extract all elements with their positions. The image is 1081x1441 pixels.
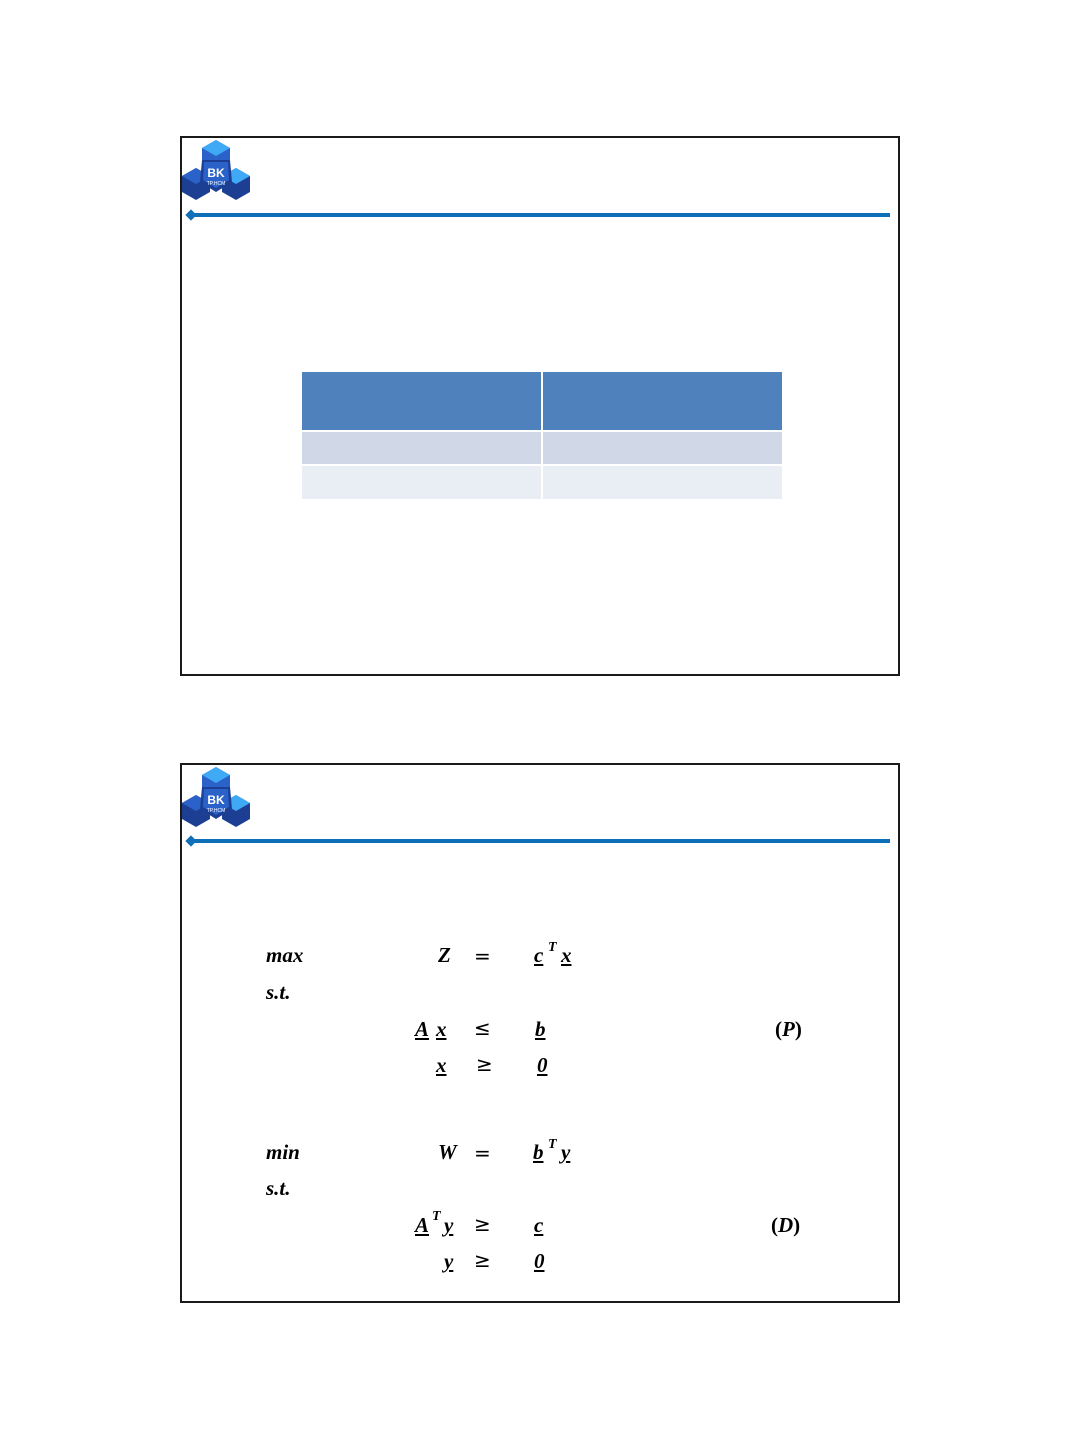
primal-subject-to: s.t. bbox=[266, 980, 291, 1004]
slide-2 bbox=[180, 763, 900, 1303]
svg-text:BK: BK bbox=[207, 166, 225, 180]
dual-objective-variable: W bbox=[438, 1140, 457, 1164]
primal-objective-vector: c bbox=[534, 943, 544, 967]
university-logo bbox=[182, 765, 250, 833]
primal-constraint-variable: x bbox=[436, 1017, 447, 1041]
primal-tag-open: ( bbox=[775, 1017, 782, 1041]
dual-tag-close: ) bbox=[793, 1213, 801, 1237]
table-cell bbox=[302, 431, 542, 465]
svg-text:TP.HCM: TP.HCM bbox=[206, 808, 226, 814]
primal-objective-keyword: max bbox=[266, 943, 304, 967]
dual-constraint-operator: ≥ bbox=[474, 1212, 491, 1236]
dual-objective-vector: b bbox=[533, 1140, 544, 1164]
dual-equals-sign: = bbox=[474, 1141, 491, 1165]
dual-constraint-transpose: T bbox=[432, 1209, 441, 1224]
primal-tag-letter: P bbox=[782, 1017, 795, 1041]
primal-nonneg-variable: x bbox=[436, 1053, 447, 1077]
header-rule bbox=[192, 839, 890, 843]
table-row bbox=[302, 431, 782, 465]
dual-constraint-rhs: c bbox=[534, 1213, 544, 1237]
dual-objective-var-vector: y bbox=[561, 1140, 571, 1164]
dual-tag-letter: D bbox=[778, 1213, 794, 1237]
table-cell bbox=[542, 431, 782, 465]
primal-equals-sign: = bbox=[474, 944, 491, 968]
primal-nonneg-rhs: 0 bbox=[537, 1053, 548, 1077]
primal-tag-close: ) bbox=[794, 1017, 802, 1041]
table-cell bbox=[542, 465, 782, 499]
primal-objective-var-vector: x bbox=[561, 943, 572, 967]
dual-transpose-superscript: T bbox=[548, 1137, 557, 1152]
primal-transpose-superscript: T bbox=[548, 940, 557, 955]
table-header-cell bbox=[302, 372, 542, 431]
dual-nonneg-operator: ≥ bbox=[474, 1248, 491, 1272]
dual-nonneg-variable: y bbox=[444, 1249, 454, 1273]
header-rule bbox=[192, 213, 890, 217]
primal-tag bbox=[775, 1019, 802, 1040]
data-table bbox=[302, 372, 782, 499]
table-header-cell bbox=[542, 372, 782, 431]
dual-tag bbox=[771, 1215, 800, 1236]
primal-nonneg-operator: ≥ bbox=[476, 1052, 493, 1076]
dual-constraint-variable: y bbox=[444, 1213, 454, 1237]
dual-constraint-matrix: A bbox=[415, 1213, 430, 1237]
primal-constraint-operator: ≤ bbox=[474, 1016, 491, 1040]
university-logo bbox=[182, 138, 250, 206]
table-cell bbox=[302, 465, 542, 499]
primal-objective-variable: Z bbox=[438, 943, 451, 967]
table-row bbox=[302, 465, 782, 499]
dual-tag-open: ( bbox=[771, 1213, 778, 1237]
svg-text:TP.HCM: TP.HCM bbox=[206, 181, 226, 187]
dual-objective-keyword: min bbox=[266, 1140, 300, 1164]
table-header-row bbox=[302, 372, 782, 431]
slide-1 bbox=[180, 136, 900, 676]
svg-text:BK: BK bbox=[207, 793, 225, 807]
primal-constraint-rhs: b bbox=[535, 1017, 546, 1041]
dual-subject-to: s.t. bbox=[266, 1176, 291, 1200]
primal-constraint-matrix: A bbox=[415, 1017, 430, 1041]
dual-nonneg-rhs: 0 bbox=[534, 1249, 545, 1273]
